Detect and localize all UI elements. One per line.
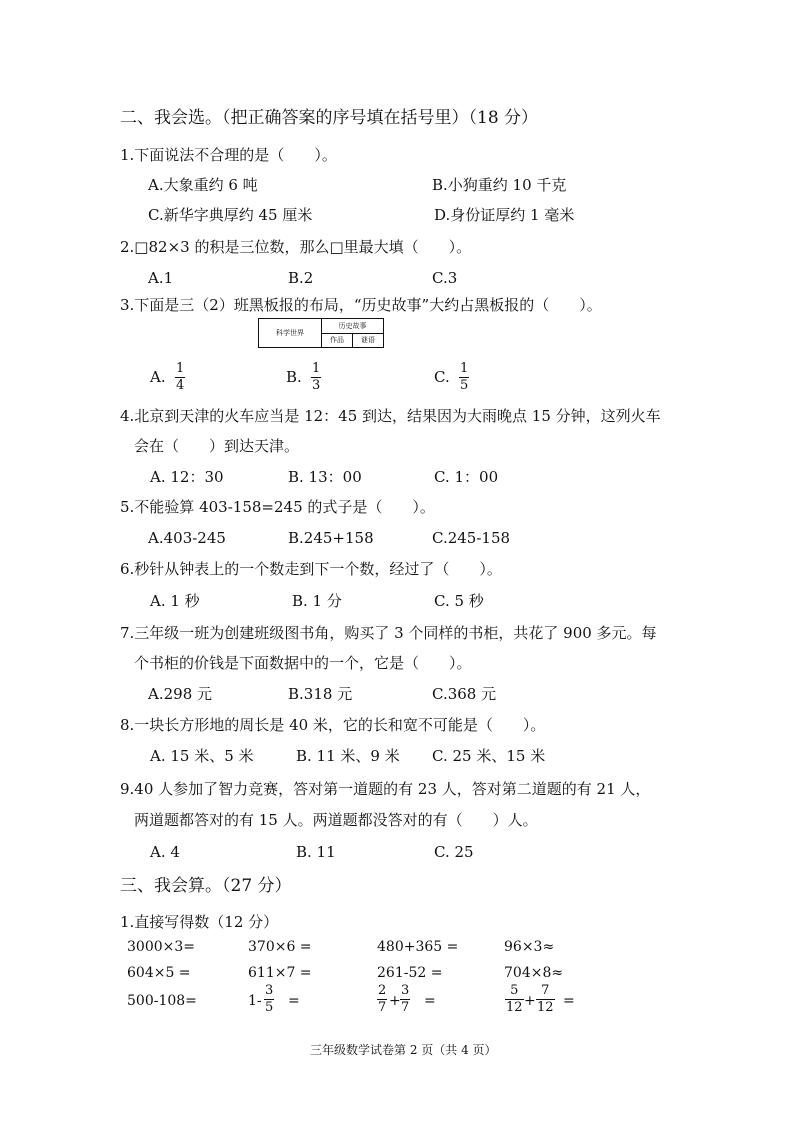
calc-r1c4: 96×3≈ — [504, 939, 555, 955]
calc-r3c4-equals: = — [563, 993, 575, 1009]
q9-stem-line1: 9.40 人参加了智力竞赛，答对第一道题的有 23 人，答对第二道题的有 21 人， — [120, 780, 651, 798]
board-cell-works: 作品 — [322, 333, 353, 348]
calc-r3c4-op: + — [524, 993, 536, 1009]
q2-option-b: B.2 — [288, 269, 314, 287]
q2-option-a: A.1 — [148, 269, 174, 287]
calc-r3c2-equals: = — [288, 993, 300, 1009]
calc-r3c2-prefix: 1- — [248, 993, 262, 1009]
q5-stem: 5.不能验算 403-158=245 的式子是（ ）。 — [120, 498, 435, 516]
q3-option-a-fraction: 1 4 — [176, 361, 185, 393]
q3-option-a-label: A. — [150, 368, 166, 386]
q7-stem-line1: 7.三年级一班为创建班级图书角，购买了 3 个同样的书柜，共花了 900 多元。每 — [120, 624, 657, 642]
q1-option-d: D.身份证厚约 1 毫米 — [434, 206, 575, 224]
calc-r3c3-fraction1: 2 7 — [378, 983, 387, 1015]
q8-option-c: C. 25 米、15 米 — [432, 747, 546, 765]
calc-r3c3-op: + — [389, 993, 401, 1009]
q3-option-b-fraction: 1 3 — [312, 361, 321, 393]
q4-stem-line1: 4.北京到天津的火车应当是 12：45 到达，结果因为大雨晚点 15 分钟，这列火车 — [120, 407, 661, 425]
q3-option-c-label: C. — [434, 368, 450, 386]
q6-stem: 6.秒针从钟表上的一个数走到下一个数，经过了（ ）。 — [120, 560, 502, 578]
calc-r2c4: 704×8≈ — [504, 965, 564, 981]
q4-option-a: A. 12：30 — [150, 468, 224, 486]
calc-r2c1: 604×5 = — [127, 965, 191, 981]
q8-option-a: A. 15 米、5 米 — [150, 747, 254, 765]
q7-stem-line2: 个书柜的价钱是下面数据中的一个，它是（ ）。 — [134, 654, 472, 672]
q7-option-a: A.298 元 — [148, 685, 212, 703]
q4-option-b: B. 13：00 — [288, 468, 362, 486]
calc-r1c2: 370×6 = — [248, 939, 312, 955]
q1-stem: 1.下面说法不合理的是（ ）。 — [120, 146, 337, 164]
calc-r3c1: 500-108= — [127, 993, 197, 1009]
q9-stem-line2: 两道题都答对的有 15 人。两道题都没答对的有（ ）人。 — [134, 811, 538, 829]
q1-option-a: A.大象重约 6 吨 — [148, 176, 258, 194]
q7-option-c: C.368 元 — [432, 685, 497, 703]
calc-r2c3: 261-52 = — [377, 965, 443, 981]
page-footer: 三年级数学试卷第 2 页（共 4 页） — [310, 1043, 497, 1057]
calc-r2c2: 611×7 = — [248, 965, 312, 981]
q9-option-b: B. 11 — [296, 843, 336, 861]
calc-r1c1: 3000×3= — [127, 939, 195, 955]
board-cell-riddles: 谜语 — [353, 333, 384, 348]
section2-title: 二、我会选。（把正确答案的序号填在括号里）（18 分） — [120, 108, 539, 128]
q3-stem: 3.下面是三（2）班黑板报的布局，“历史故事”大约占黑板报的（ ）。 — [120, 296, 602, 314]
calc-r1c3: 480+365 = — [377, 939, 459, 955]
q2-stem: 2.□82×3 的积是三位数，那么□里最大填（ ）。 — [120, 238, 472, 256]
section3-title: 三、我会算。（27 分） — [120, 876, 292, 896]
q6-option-b: B. 1 分 — [292, 592, 342, 610]
q6-option-c: C. 5 秒 — [434, 592, 484, 610]
q8-stem: 8.一块长方形地的周长是 40 米，它的长和宽不可能是（ ）。 — [120, 716, 546, 734]
q2-option-c: C.3 — [432, 269, 458, 287]
blackboard-layout-diagram — [258, 318, 384, 348]
calc-r3c4-fraction2: 7 12 — [537, 983, 554, 1015]
q6-option-a: A. 1 秒 — [150, 592, 200, 610]
board-cell-history: 历史故事 — [322, 319, 384, 334]
q4-option-c: C. 1：00 — [434, 468, 499, 486]
q3-option-b-label: B. — [286, 368, 302, 386]
calc-r3c4-fraction1: 5 12 — [506, 983, 523, 1015]
q5-option-c: C.245-158 — [432, 529, 511, 547]
q5-option-a: A.403-245 — [148, 529, 226, 547]
calc-r3c3-equals: = — [424, 993, 436, 1009]
q3-option-c-fraction: 1 5 — [460, 361, 469, 393]
q5-option-b: B.245+158 — [288, 529, 374, 547]
q4-stem-line2: 会在（ ）到达天津。 — [134, 437, 300, 455]
q8-option-b: B. 11 米、9 米 — [296, 747, 400, 765]
calc-r3c2-fraction: 3 5 — [265, 983, 274, 1015]
calc-r3c3-fraction2: 3 7 — [401, 983, 410, 1015]
q7-option-b: B.318 元 — [288, 685, 353, 703]
q9-option-c: C. 25 — [434, 843, 474, 861]
q1-option-b: B.小狗重约 10 千克 — [432, 176, 567, 194]
board-cell-science: 科学世界 — [259, 319, 322, 348]
q1-option-c: C.新华字典厚约 45 厘米 — [148, 206, 313, 224]
q9-option-a: A. 4 — [150, 843, 180, 861]
section3-sub1: 1.直接写得数（12 分） — [120, 913, 279, 931]
